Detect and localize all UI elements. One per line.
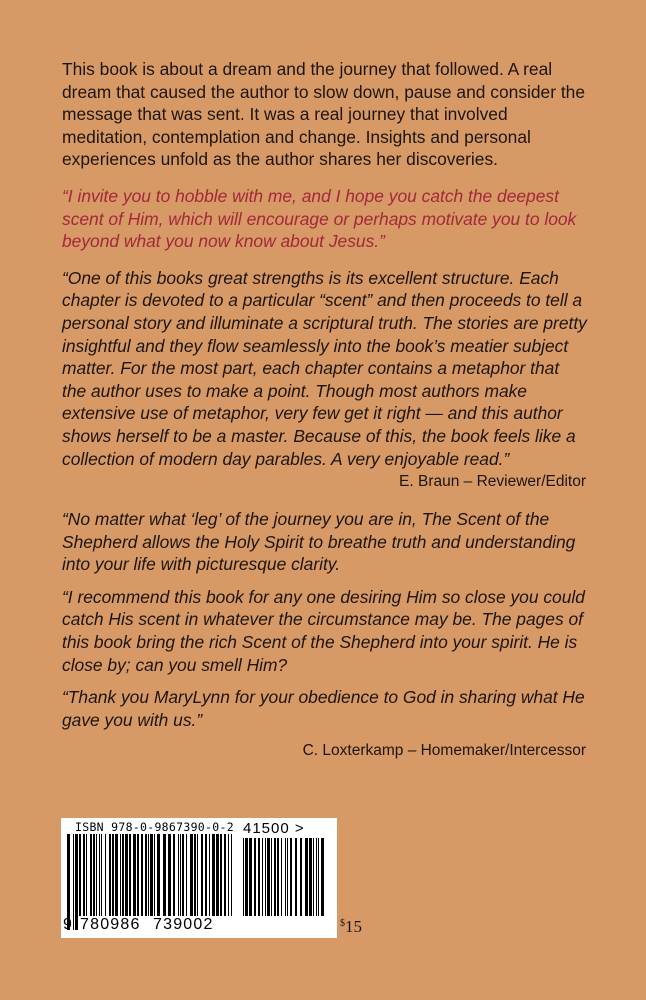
barcode-bar — [90, 834, 92, 916]
barcode-left-digits: 780986 — [80, 916, 141, 933]
barcode-bar — [125, 834, 128, 916]
barcode-bar — [137, 834, 139, 916]
barcode-bar — [150, 834, 153, 916]
barcode-bar — [96, 834, 97, 916]
barcode-bar — [271, 838, 272, 916]
barcode-bar — [216, 834, 219, 916]
barcode-bar — [141, 834, 143, 916]
price-currency-symbol: $ — [340, 918, 345, 929]
barcode-bar — [305, 838, 308, 916]
barcode-bar — [231, 834, 232, 916]
ean5-addon-bars — [241, 838, 329, 930]
barcode-bar — [112, 834, 114, 916]
review-braun: “One of this books great strengths is its excellent structure. Each chapter is devoted to a particular “scent” and then proceeds to tell a personal story and illuminate a scriptural truth. The stories are pretty insightful and they flow seamlessly into the book’s meatier subject matter. For the most part, each chapter contains a metaphor that the author uses to make a point. Though most authors make extensive use of metaphor, very few get it right — and this author shows herself to be a master. Because of this, the book feels like a collection of modern day parables. A very enjoyable read.” — [62, 267, 587, 469]
book-description: This book is about a dream and the journey that followed. A real dream that caused the author to slow down, pause and consider the message that was sent. It was a real journey that involved meditation, contemplation and change. Insights and personal experiences unfold as the author shares her discoveries. — [62, 59, 586, 170]
barcode-bar — [313, 838, 314, 916]
barcode-bar — [168, 834, 171, 916]
addon-price-code: 41500 > — [243, 820, 305, 837]
barcode-bar — [148, 834, 149, 916]
barcode-bar — [145, 834, 147, 916]
author-quote: “I invite you to hobble with me, and I hope you catch the deepest scent of Him, which will encourage or perhaps motivate you to look beyond what you now know about Jesus.” — [62, 185, 577, 252]
review-braun-attribution: E. Braun – Reviewer/Editor — [399, 473, 586, 491]
barcode-bar — [220, 834, 222, 916]
barcode-bar — [154, 834, 155, 916]
barcode-bar — [109, 834, 111, 916]
barcode-bar — [224, 834, 226, 916]
barcode-bar — [243, 838, 244, 916]
barcode-bar — [83, 834, 85, 916]
price-amount: 15 — [345, 917, 362, 936]
barcode-bar — [316, 838, 317, 916]
barcode-bar — [201, 834, 203, 916]
barcode-bar — [197, 834, 198, 916]
barcode-bar — [120, 834, 121, 916]
review-loxterkamp-paragraph-1: “No matter what ‘leg’ of the journey you are in, The Scent of the Shepherd allows the Holy Spirit to breathe truth and understanding into your life with picturesque clarity. — [62, 509, 576, 575]
cover-price — [340, 917, 362, 937]
barcode-bar — [115, 834, 118, 916]
barcode-bar — [212, 834, 215, 916]
barcode-bar — [129, 834, 131, 916]
barcode-bar — [99, 834, 100, 916]
barcode-bar — [73, 834, 74, 930]
barcode-bar — [290, 838, 292, 916]
barcode-bar — [93, 834, 95, 916]
barcode-bar — [281, 838, 282, 916]
barcode-bar — [321, 838, 324, 916]
barcode-bar — [133, 834, 136, 916]
barcode-bar — [267, 838, 270, 916]
barcode-bar — [105, 834, 106, 916]
barcode-right-digits: 739002 — [153, 916, 214, 933]
barcode-bar — [122, 834, 124, 916]
barcode-bar — [274, 838, 276, 916]
barcode-bar — [86, 834, 87, 916]
barcode-bar — [163, 834, 166, 916]
barcode-bar — [101, 834, 102, 916]
barcode-bar — [173, 834, 175, 916]
barcode-bar — [194, 834, 196, 916]
barcode-bar — [277, 838, 279, 916]
isbn-barcode — [61, 818, 337, 938]
barcode-bar — [262, 838, 263, 916]
barcode-bar — [228, 834, 229, 916]
barcode-bar — [157, 834, 160, 916]
barcode-bar — [249, 838, 252, 916]
barcode-bar — [285, 838, 286, 916]
isbn-label: ISBN 978-0-9867390-0-2 — [75, 820, 234, 834]
barcode-bar — [265, 838, 266, 916]
barcode-bar — [190, 834, 193, 916]
back-cover-text — [62, 58, 588, 761]
barcode-bar — [258, 838, 260, 916]
review-loxterkamp-paragraph-3: “Thank you MaryLynn for your obedience to God in sharing what He gave you with us.” — [62, 687, 585, 730]
barcode-first-digit: 9 — [63, 916, 72, 933]
review-loxterkamp-paragraph-2: “I recommend this book for any one desiring Him so close you could catch His scent in whatever the circumstance may be. The pages of this book bring the rich Scent of the Shepherd into your spirit. He is close by; can you smell Him? — [62, 586, 585, 675]
barcode-bar — [287, 838, 288, 916]
barcode-bar — [205, 834, 207, 916]
barcode-bar — [245, 838, 248, 916]
barcode-bar — [254, 838, 256, 916]
barcode-bar — [295, 838, 297, 916]
barcode-bar — [318, 838, 319, 916]
barcode-bar — [300, 838, 302, 916]
barcode-bar — [309, 838, 312, 916]
review-loxterkamp-attribution: C. Loxterkamp – Homemaker/Intercessor — [302, 742, 586, 760]
barcode-bar — [209, 834, 210, 916]
